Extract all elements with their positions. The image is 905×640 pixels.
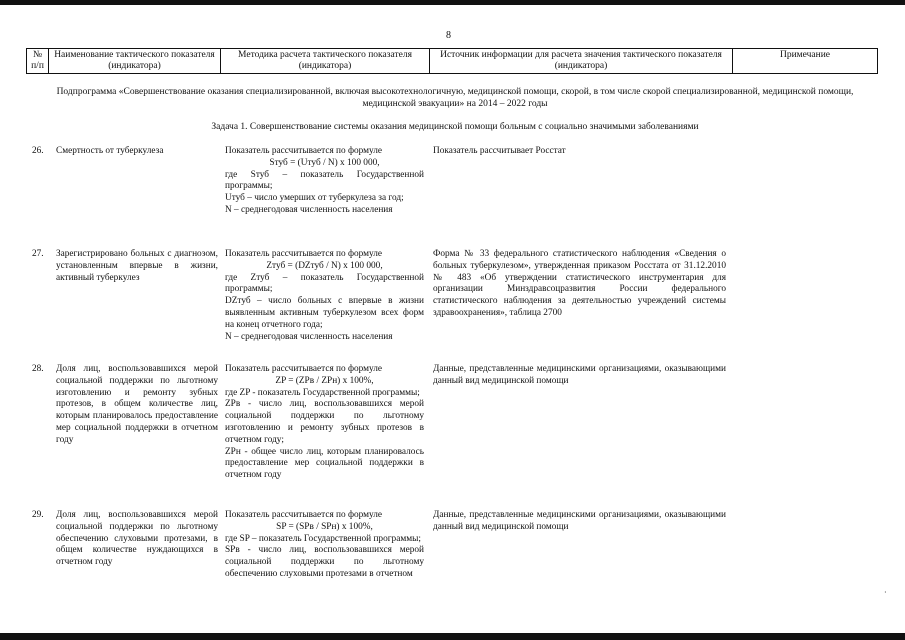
method-line: Показатель рассчитывается по формуле bbox=[225, 364, 383, 374]
page-number: 8 bbox=[446, 30, 451, 41]
header-note: Примечание bbox=[733, 49, 878, 74]
header-information-source: Источник информации для расчета значения тактического показателя (индикатора) bbox=[430, 49, 733, 74]
formula: Zтуб = (DZтуб / N) x 100 000, bbox=[266, 260, 383, 271]
method-line: где Zтуб – показатель Государственной программы; bbox=[225, 272, 424, 295]
indicator-name: Доля лиц, воспользовавшихся мерой социальной поддержки по льготному обеспечению слуховыми протезами, в общем количестве нуждающихся в отчетном году bbox=[56, 510, 218, 568]
header-indicator-name: Наименование тактического показателя (индикатора) bbox=[49, 49, 221, 74]
bottom-scan-border bbox=[0, 633, 905, 640]
method-line: где Sтуб – показатель Государственной программы; bbox=[225, 169, 424, 192]
method-line: DZтуб – число больных с впервые в жизни выявленным активным туберкулезом всех форм на конец отчетного года; bbox=[225, 296, 424, 330]
method-line: где ZP - показатель Государственной программы; bbox=[225, 387, 420, 398]
method-line: ZPв - число лиц, воспользовавшихся мерой социальной поддержки по льготному изготовлению и ремонту зубных протезов в отчетном году; bbox=[225, 399, 424, 445]
information-source: Данные, представленные медицинскими организациями, оказывающими данный вид медицинской помощи bbox=[433, 364, 726, 386]
scan-speck: · bbox=[884, 588, 887, 597]
method-line: где SP – показатель Государственной программы; bbox=[225, 533, 421, 544]
task-title: Задача 1. Совершенствование системы оказания медицинской помощи больным с социально значимыми заболеваниями bbox=[211, 122, 699, 132]
method-line: N – среднегодовая численность населения bbox=[225, 204, 393, 215]
information-source: Данные, представленные медицинскими организациями, оказывающими данный вид медицинской помощи bbox=[433, 510, 726, 532]
row-number: 28. bbox=[32, 364, 44, 374]
top-scan-border bbox=[0, 0, 905, 5]
table-header bbox=[26, 48, 878, 74]
calculation-method bbox=[225, 364, 424, 482]
formula: ZP = (ZPв / ZPн) x 100%, bbox=[275, 375, 374, 386]
header-calculation-method: Методика расчета тактического показателя (индикатора) bbox=[221, 49, 430, 74]
method-line: ZPн - общее число лиц, которым планировалось предоставление мер социальной поддержки в отчетном году bbox=[225, 446, 424, 481]
row-number: 26. bbox=[32, 146, 44, 156]
calculation-method bbox=[225, 249, 424, 343]
information-source: Показатель рассчитывает Росстат bbox=[433, 146, 566, 156]
information-source: Форма № 33 федерального статистического наблюдения «Сведения о больных туберкулезом», утвержденная приказом Росстата от 31.12.2010 № 483 «Об утверждении статистического инструментария для организации Минздравсоцразвития России федерального статистического наблюдения за деятельностью учреждений системы здравоохранения», таблица 2700 bbox=[433, 249, 726, 318]
indicator-name: Смертность от туберкулеза bbox=[56, 146, 164, 156]
subprogram-title: Подпрограмма «Совершенствование оказания специализированной, включая высокотехнологичную, медицинской помощи, скорой, в том числе скорой специализированной, медицинской помощи, медицинской эвакуации» на 2014 – 2022 годы bbox=[56, 87, 854, 109]
formula: SP = (SPв / SPн) x 100%, bbox=[276, 521, 373, 532]
header-number: № п/п bbox=[27, 49, 49, 74]
calculation-method bbox=[225, 146, 424, 217]
row-number: 29. bbox=[32, 510, 44, 520]
calculation-method bbox=[225, 510, 424, 581]
method-line: Показатель рассчитывается по формуле bbox=[225, 249, 383, 259]
indicator-name: Доля лиц, воспользовавшихся мерой социальной поддержки по льготному изготовлению и ремонту зубных протезов, в общем количестве лиц, которым планировалось предоставление мер социальной поддержки в отчетном году bbox=[56, 364, 218, 445]
method-line: N – среднегодовая численность населения bbox=[225, 331, 393, 342]
row-number: 27. bbox=[32, 249, 44, 259]
method-line: SPв - число лиц, воспользовавшихся мерой социальной поддержки по льготному обеспечению слуховыми протезами в отчетном bbox=[225, 545, 424, 579]
method-line: Показатель рассчитывается по формуле bbox=[225, 146, 383, 156]
formula: Sтуб = (Uтуб / N) x 100 000, bbox=[269, 157, 380, 168]
method-line: Uтуб – число умерших от туберкулеза за год; bbox=[225, 193, 404, 204]
indicator-name: Зарегистрировано больных с диагнозом, установленным впервые в жизни, активный туберкулез bbox=[56, 249, 218, 283]
method-line: Показатель рассчитывается по формуле bbox=[225, 510, 383, 520]
